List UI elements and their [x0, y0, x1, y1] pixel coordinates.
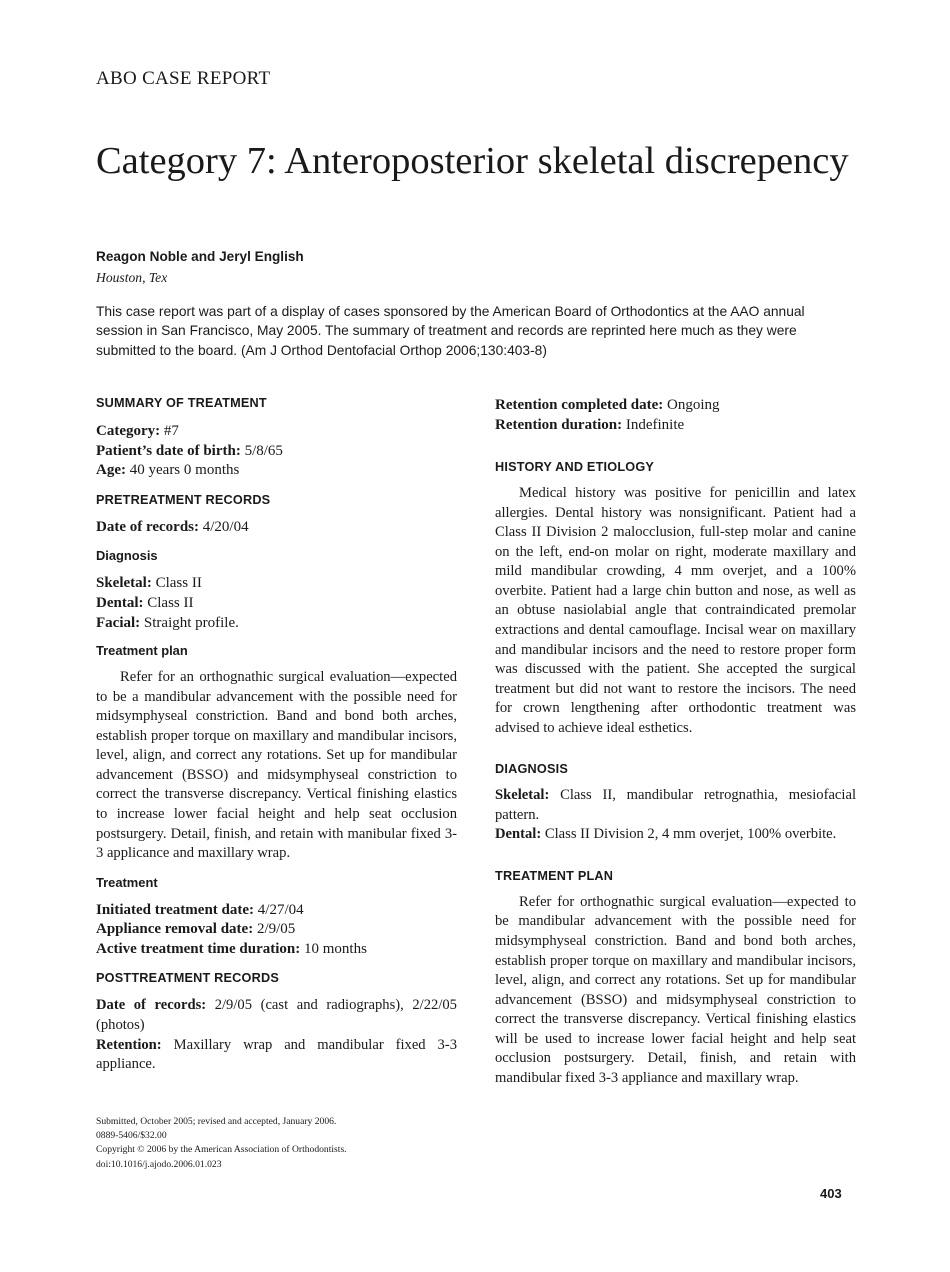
- age-label: Age:: [96, 462, 126, 479]
- retention-completed-label: Retention completed date:: [495, 397, 664, 413]
- post-date-value: 2/9/05 (cast and radiographs), 2/22/05 (photos): [96, 997, 457, 1033]
- history-text: Medical history was positive for penicillin and latex allergies. Dental history was nonsignificant. Patient had a Class II Division 2 malocclusion, full-step molar and canine on the left, end-on molar on right, moderate maxillary and mild mandibular crowding, 4 mm overjet, and a 100% overbite. Patient had a large chin button and nose, as well as an obtuse nasiolabial angle that contraindicated premolar extractions and dental camouflage. Incisal wear on maxillary and mandibular incisors and the need to restore proper form was discussed with the patient. She accepted the surgical treatment but did not want to restore the incisors. The need for crown lengthening after orthodontic treatment was advised to achieve ideal esthetics.: [495, 485, 856, 736]
- posttreatment-heading: POSTTREATMENT RECORDS: [96, 971, 280, 986]
- page-number: 403: [820, 1186, 842, 1201]
- post-retention: [96, 1036, 457, 1075]
- post-date: [96, 996, 457, 1035]
- retention-duration: [495, 416, 856, 436]
- pretreatment-date: [96, 518, 457, 538]
- pre-facial-label: Facial:: [96, 614, 141, 631]
- footnote: [96, 1115, 457, 1172]
- history-heading: HISTORY AND ETIOLOGY: [495, 460, 655, 475]
- treatment-subheading: Treatment: [96, 874, 158, 890]
- removal-value: 2/9/05: [256, 921, 296, 938]
- post-retention-value: Maxillary wrap and mandibular fixed 3-3 appliance.: [96, 1036, 457, 1073]
- right-column: [495, 396, 856, 1088]
- treatment-plan-text: Refer for an orthognathic surgical evaluation—expected to be a mandibular advancement with the possible need for midsymphyseal constriction. Band and bond both arches, establish proper torque on maxillary and mandibular incisors, level, align, and correct any rotations. Set up for mandibular advancement (BSSO) and midsymphyseal constriction to correct the transverse discrepancy. Vertical finishing elastics to increase lower facial height and help seat occlusion postsurgery. Detail, finish, and retain with manibular fixed 3-3 applicance and maxillary wrap.: [96, 669, 457, 862]
- summary-age: [96, 461, 457, 481]
- footnote-submitted: Submitted, October 2005; revised and accepted, January 2006.: [96, 1116, 337, 1127]
- article-title: Category 7: Anteroposterior skeletal discrepency: [96, 140, 849, 182]
- active-duration: [96, 940, 457, 960]
- removal-date: [96, 920, 457, 940]
- pre-skeletal: [96, 574, 457, 594]
- treatment-plan-body: Refer for orthognathic surgical evaluation—expected to be mandibular advancement with the possible need for midsymphyseal constriction. Band and bond both arches, establish proper torque on maxillary and mandibular incisors, level, align, and correct any rotations. Set up for mandibular advancement (BSSO) and midsymphyseal constriction to correct the transverse discrepancy. Vertical finishing elastics will be used to increase lower facial height and help seat occlusion postsurgery. Detail, finish, and retain with mandibular fixed 3-3 appliance and maxillary wrap.: [495, 893, 856, 1086]
- initiated-date: [96, 901, 457, 921]
- pretreatment-date-label: Date of records:: [96, 518, 200, 535]
- treatment-plan-subheading: Treatment plan: [96, 643, 188, 659]
- diag-skeletal-label: Skeletal:: [495, 787, 550, 804]
- pretreatment-date-value: 4/20/04: [202, 518, 249, 535]
- summary-heading: SUMMARY OF TREATMENT: [96, 396, 267, 410]
- post-retention-label: Retention:: [96, 1036, 162, 1053]
- diag-skeletal-value: Class II, mandibular retrognathia, mesiofacial pattern.: [495, 787, 856, 823]
- retention-completed: [495, 396, 856, 416]
- pre-facial-value: Straight profile.: [143, 614, 239, 631]
- article-authors: Reagon Noble and Jeryl English: [96, 249, 304, 264]
- diag-dental: [495, 825, 856, 845]
- category-label: Category:: [96, 423, 161, 439]
- section-label: ABO CASE REPORT: [96, 68, 271, 89]
- pre-skeletal-value: Class II: [155, 575, 202, 592]
- article-intro: This case report was part of a display of cases sponsored by the American Board of Orthodontics at the AAO annual session in San Francisco, May 2005. The summary of treatment and records are reprinted here much as they were submitted to the board. (Am J Orthod Dentofacial Orthop 2006;130:403-8): [96, 304, 805, 358]
- left-column: [96, 396, 457, 1075]
- post-date-label: Date of records:: [96, 997, 207, 1014]
- diag-skeletal: [495, 786, 856, 825]
- diag-dental-value: Class II Division 2, 4 mm overjet, 100% overbite.: [544, 826, 837, 843]
- pre-dental: [96, 594, 457, 614]
- pretreatment-heading: PRETREATMENT RECORDS: [96, 492, 271, 507]
- retention-completed-value: Ongoing: [667, 397, 720, 413]
- summary-category: [96, 422, 457, 442]
- summary-dob: [96, 442, 457, 462]
- diagnosis-subheading: Diagnosis: [96, 548, 158, 564]
- age-value: 40 years 0 months: [129, 462, 240, 479]
- retention-duration-value: Indefinite: [625, 416, 685, 433]
- footnote-code: 0889-5406/$32.00: [96, 1130, 167, 1142]
- dob-label: Patient’s date of birth:: [96, 442, 241, 459]
- pre-dental-label: Dental:: [96, 594, 144, 611]
- initiated-label: Initiated treatment date:: [96, 901, 255, 918]
- diag-dental-label: Dental:: [495, 826, 542, 843]
- author-location: Houston, Tex: [96, 270, 168, 285]
- removal-label: Appliance removal date:: [96, 921, 254, 938]
- category-value: #7: [163, 423, 179, 439]
- active-label: Active treatment time duration:: [96, 940, 301, 957]
- initiated-value: 4/27/04: [257, 901, 304, 918]
- pre-dental-value: Class II: [147, 594, 194, 611]
- dob-value: 5/8/65: [244, 442, 283, 459]
- footnote-copyright: Copyright © 2006 by the American Association of Orthodontists.: [96, 1144, 347, 1156]
- diagnosis-heading: DIAGNOSIS: [495, 762, 568, 777]
- pre-skeletal-label: Skeletal:: [96, 575, 152, 592]
- footnote-doi: doi:10.1016/j.ajodo.2006.01.023: [96, 1158, 222, 1170]
- treatment-plan-heading: TREATMENT PLAN: [495, 868, 614, 883]
- active-value: 10 months: [304, 940, 367, 957]
- pre-facial: [96, 614, 457, 634]
- retention-duration-label: Retention duration:: [495, 416, 623, 433]
